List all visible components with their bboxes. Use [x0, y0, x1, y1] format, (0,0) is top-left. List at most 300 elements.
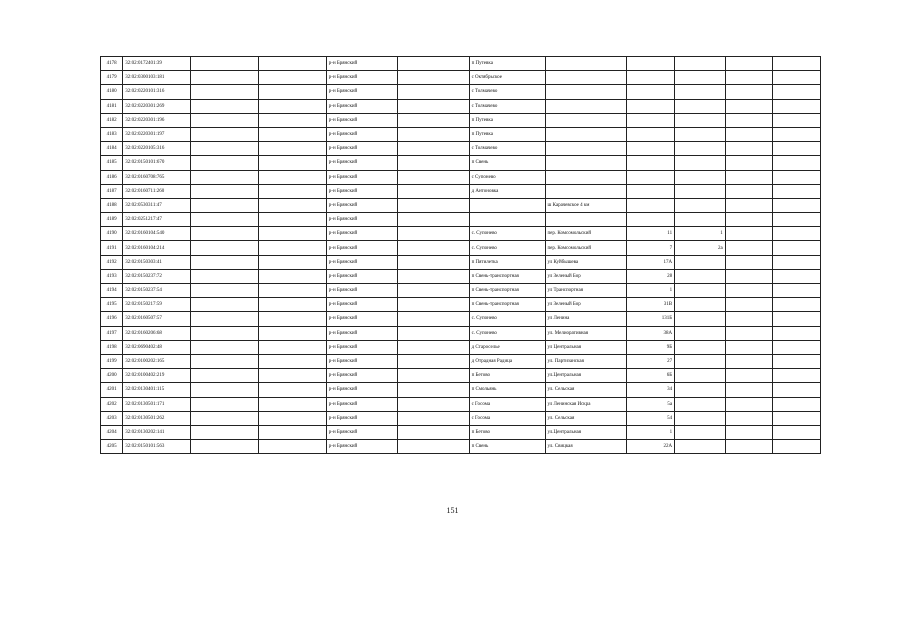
col-4-cell — [258, 57, 326, 71]
col-12-cell — [773, 397, 821, 411]
row-number-cell: 4200 — [101, 369, 123, 383]
col-6-cell — [397, 85, 469, 99]
street-cell: пер. Комсомольский — [545, 227, 626, 241]
district-cell: р-н Брянский — [326, 425, 397, 439]
cadastral-number-cell: 32:02:0220101:316 — [123, 85, 191, 99]
settlement-cell: п Свень — [469, 440, 545, 454]
col-12-cell — [773, 298, 821, 312]
row-number-cell: 4178 — [101, 57, 123, 71]
settlement-cell: д Староселье — [469, 340, 545, 354]
cadastral-number-cell: 32:02:0160708:765 — [123, 170, 191, 184]
district-cell: р-н Брянский — [326, 354, 397, 368]
apartment-cell — [675, 255, 726, 269]
col-12-cell — [773, 85, 821, 99]
street-cell: ул Ленинская Искра — [545, 397, 626, 411]
col-12-cell — [773, 255, 821, 269]
col-3-cell — [191, 184, 259, 198]
settlement-cell: д Отрадная Радица — [469, 354, 545, 368]
table-row — [101, 397, 821, 411]
cadastral-number-cell: 32:02:0690402:48 — [123, 340, 191, 354]
col-3-cell — [191, 312, 259, 326]
col-6-cell — [397, 227, 469, 241]
col-11-cell — [725, 354, 773, 368]
col-11-cell — [725, 340, 773, 354]
col-11-cell — [725, 170, 773, 184]
col-4-cell — [258, 198, 326, 212]
col-3-cell — [191, 284, 259, 298]
col-12-cell — [773, 326, 821, 340]
col-12-cell — [773, 241, 821, 255]
settlement-cell: с. Супонево — [469, 312, 545, 326]
col-4-cell — [258, 85, 326, 99]
street-cell: ул.Центральная — [545, 369, 626, 383]
col-11-cell — [725, 71, 773, 85]
col-3-cell — [191, 170, 259, 184]
col-3-cell — [191, 269, 259, 283]
apartment-cell — [675, 269, 726, 283]
settlement-cell: п Свень-транспортная — [469, 298, 545, 312]
col-6-cell — [397, 127, 469, 141]
settlement-cell: п Свень — [469, 156, 545, 170]
apartment-cell — [675, 127, 726, 141]
house-number-cell — [626, 198, 675, 212]
col-12-cell — [773, 170, 821, 184]
street-cell: ул Зеленый Бор — [545, 269, 626, 283]
settlement-cell — [469, 198, 545, 212]
district-cell: р-н Брянский — [326, 241, 397, 255]
row-number-cell: 4187 — [101, 184, 123, 198]
house-number-cell — [626, 57, 675, 71]
col-6-cell — [397, 284, 469, 298]
cadastral-number-cell: 32:02:0130501:171 — [123, 397, 191, 411]
cadastral-number-cell: 32:02:0130202:141 — [123, 425, 191, 439]
house-number-cell — [626, 99, 675, 113]
col-4-cell — [258, 113, 326, 127]
col-11-cell — [725, 383, 773, 397]
col-11-cell — [725, 397, 773, 411]
col-3-cell — [191, 85, 259, 99]
col-4-cell — [258, 369, 326, 383]
cadastral-number-cell: 32:02:0150101:563 — [123, 440, 191, 454]
row-number-cell: 4184 — [101, 142, 123, 156]
col-11-cell — [725, 213, 773, 227]
street-cell: ул. Сельская — [545, 411, 626, 425]
col-4-cell — [258, 227, 326, 241]
col-11-cell — [725, 198, 773, 212]
row-number-cell: 4202 — [101, 397, 123, 411]
district-cell: р-н Брянский — [326, 411, 397, 425]
col-4-cell — [258, 312, 326, 326]
apartment-cell — [675, 354, 726, 368]
row-number-cell: 4199 — [101, 354, 123, 368]
cadastral-number-cell: 32:02:0160507:57 — [123, 312, 191, 326]
table-row — [101, 383, 821, 397]
col-6-cell — [397, 340, 469, 354]
district-cell: р-н Брянский — [326, 113, 397, 127]
col-3-cell — [191, 255, 259, 269]
col-6-cell — [397, 255, 469, 269]
district-cell: р-н Брянский — [326, 440, 397, 454]
settlement-cell — [469, 213, 545, 227]
settlement-cell: с. Супонево — [469, 326, 545, 340]
district-cell: р-н Брянский — [326, 326, 397, 340]
col-4-cell — [258, 269, 326, 283]
col-11-cell — [725, 113, 773, 127]
apartment-cell — [675, 156, 726, 170]
col-11-cell — [725, 184, 773, 198]
table-row — [101, 184, 821, 198]
house-number-cell: 22А — [626, 440, 675, 454]
table-row — [101, 85, 821, 99]
col-6-cell — [397, 312, 469, 326]
table-row — [101, 198, 821, 212]
district-cell: р-н Брянский — [326, 213, 397, 227]
apartment-cell — [675, 326, 726, 340]
table-row — [101, 156, 821, 170]
col-3-cell — [191, 113, 259, 127]
apartment-cell — [675, 383, 726, 397]
property-register-table — [100, 56, 821, 454]
table-row — [101, 440, 821, 454]
col-12-cell — [773, 156, 821, 170]
house-number-cell: 1 — [626, 425, 675, 439]
col-4-cell — [258, 241, 326, 255]
house-number-cell: 38А — [626, 326, 675, 340]
col-11-cell — [725, 227, 773, 241]
cadastral-number-cell: 32:02:0160206:68 — [123, 326, 191, 340]
col-6-cell — [397, 397, 469, 411]
col-11-cell — [725, 255, 773, 269]
col-12-cell — [773, 269, 821, 283]
col-12-cell — [773, 312, 821, 326]
col-3-cell — [191, 298, 259, 312]
table-row — [101, 255, 821, 269]
row-number-cell: 4193 — [101, 269, 123, 283]
cadastral-number-cell: 32:02:0150237:72 — [123, 269, 191, 283]
cadastral-number-cell: 32:02:0130401:115 — [123, 383, 191, 397]
cadastral-number-cell: 32:02:0220301:269 — [123, 99, 191, 113]
district-cell: р-н Брянский — [326, 170, 397, 184]
table-row — [101, 269, 821, 283]
col-6-cell — [397, 198, 469, 212]
district-cell: р-н Брянский — [326, 312, 397, 326]
col-6-cell — [397, 170, 469, 184]
house-number-cell — [626, 142, 675, 156]
col-4-cell — [258, 255, 326, 269]
col-6-cell — [397, 354, 469, 368]
row-number-cell: 4181 — [101, 99, 123, 113]
row-number-cell: 4183 — [101, 127, 123, 141]
table-body — [101, 57, 821, 454]
district-cell: р-н Брянский — [326, 383, 397, 397]
col-11-cell — [725, 127, 773, 141]
col-4-cell — [258, 284, 326, 298]
settlement-cell: п Пятилетка — [469, 255, 545, 269]
settlement-cell: с Толмачево — [469, 85, 545, 99]
col-6-cell — [397, 383, 469, 397]
settlement-cell: с Толмачево — [469, 142, 545, 156]
col-11-cell — [725, 298, 773, 312]
cadastral-number-cell: 32:02:0100202:165 — [123, 354, 191, 368]
apartment-cell: 2а — [675, 241, 726, 255]
col-3-cell — [191, 241, 259, 255]
house-number-cell: 6Б — [626, 369, 675, 383]
table-row — [101, 241, 821, 255]
col-4-cell — [258, 170, 326, 184]
house-number-cell: 17А — [626, 255, 675, 269]
col-12-cell — [773, 213, 821, 227]
cadastral-number-cell: 32:02:0150101:670 — [123, 156, 191, 170]
cadastral-number-cell: 32:02:0150303:41 — [123, 255, 191, 269]
house-number-cell — [626, 71, 675, 85]
street-cell — [545, 113, 626, 127]
settlement-cell: с Госома — [469, 411, 545, 425]
street-cell — [545, 170, 626, 184]
row-number-cell: 4205 — [101, 440, 123, 454]
col-12-cell — [773, 142, 821, 156]
col-3-cell — [191, 397, 259, 411]
apartment-cell — [675, 57, 726, 71]
row-number-cell: 4194 — [101, 284, 123, 298]
col-12-cell — [773, 411, 821, 425]
house-number-cell: 1 — [626, 284, 675, 298]
cadastral-number-cell: 32:02:0530311:47 — [123, 198, 191, 212]
apartment-cell — [675, 142, 726, 156]
settlement-cell: д Антоновка — [469, 184, 545, 198]
col-12-cell — [773, 99, 821, 113]
col-6-cell — [397, 425, 469, 439]
apartment-cell — [675, 298, 726, 312]
settlement-cell: п Путевка — [469, 127, 545, 141]
col-4-cell — [258, 383, 326, 397]
col-4-cell — [258, 411, 326, 425]
col-11-cell — [725, 425, 773, 439]
col-4-cell — [258, 213, 326, 227]
col-4-cell — [258, 142, 326, 156]
table-row — [101, 411, 821, 425]
settlement-cell: с Октябрьское — [469, 71, 545, 85]
district-cell: р-н Брянский — [326, 298, 397, 312]
settlement-cell: с Толмачево — [469, 99, 545, 113]
house-number-cell: 54 — [626, 411, 675, 425]
row-number-cell: 4197 — [101, 326, 123, 340]
apartment-cell — [675, 397, 726, 411]
col-3-cell — [191, 227, 259, 241]
house-number-cell: 34 — [626, 383, 675, 397]
house-number-cell — [626, 156, 675, 170]
table-row — [101, 298, 821, 312]
table-row — [101, 99, 821, 113]
street-cell: ул. Свицкая — [545, 440, 626, 454]
cadastral-number-cell: 32:02:0172401:39 — [123, 57, 191, 71]
table-row — [101, 57, 821, 71]
col-12-cell — [773, 354, 821, 368]
settlement-cell: с. Супонево — [469, 241, 545, 255]
street-cell: ул. Мелиоративная — [545, 326, 626, 340]
col-11-cell — [725, 440, 773, 454]
apartment-cell — [675, 213, 726, 227]
cadastral-number-cell: 32:02:0160711:260 — [123, 184, 191, 198]
col-3-cell — [191, 425, 259, 439]
house-number-cell — [626, 213, 675, 227]
cadastral-number-cell: 32:02:0160104:214 — [123, 241, 191, 255]
settlement-cell: п Свень-транспортная — [469, 269, 545, 283]
settlement-cell: с Госома — [469, 397, 545, 411]
house-number-cell: 31В — [626, 298, 675, 312]
row-number-cell: 4182 — [101, 113, 123, 127]
col-12-cell — [773, 383, 821, 397]
col-12-cell — [773, 198, 821, 212]
street-cell: ул Зеленый Бор — [545, 298, 626, 312]
street-cell — [545, 156, 626, 170]
table-row — [101, 284, 821, 298]
house-number-cell — [626, 85, 675, 99]
col-6-cell — [397, 411, 469, 425]
col-6-cell — [397, 57, 469, 71]
col-3-cell — [191, 440, 259, 454]
apartment-cell — [675, 369, 726, 383]
row-number-cell: 4192 — [101, 255, 123, 269]
street-cell: ул Транспортная — [545, 284, 626, 298]
apartment-cell — [675, 440, 726, 454]
table-row — [101, 142, 821, 156]
street-cell: ш Карачевское 4 км — [545, 198, 626, 212]
col-3-cell — [191, 369, 259, 383]
settlement-cell: с Супонево — [469, 170, 545, 184]
district-cell: р-н Брянский — [326, 85, 397, 99]
apartment-cell — [675, 99, 726, 113]
apartment-cell — [675, 340, 726, 354]
cadastral-number-cell: 32:02:0220301:197 — [123, 127, 191, 141]
col-3-cell — [191, 127, 259, 141]
settlement-cell: п Путевка — [469, 113, 545, 127]
col-11-cell — [725, 284, 773, 298]
row-number-cell: 4204 — [101, 425, 123, 439]
col-6-cell — [397, 142, 469, 156]
col-3-cell — [191, 411, 259, 425]
table-row — [101, 127, 821, 141]
cadastral-number-cell: 32:02:0160104:540 — [123, 227, 191, 241]
col-3-cell — [191, 326, 259, 340]
cadastral-number-cell: 32:02:0220301:196 — [123, 113, 191, 127]
row-number-cell: 4195 — [101, 298, 123, 312]
street-cell: ул Куйбышева — [545, 255, 626, 269]
row-number-cell: 4198 — [101, 340, 123, 354]
street-cell: пер. Комсомольский — [545, 241, 626, 255]
table-row — [101, 425, 821, 439]
col-6-cell — [397, 269, 469, 283]
table-row — [101, 71, 821, 85]
apartment-cell — [675, 71, 726, 85]
col-11-cell — [725, 312, 773, 326]
row-number-cell: 4186 — [101, 170, 123, 184]
apartment-cell — [675, 425, 726, 439]
row-number-cell: 4188 — [101, 198, 123, 212]
district-cell: р-н Брянский — [326, 156, 397, 170]
apartment-cell — [675, 85, 726, 99]
house-number-cell: 7 — [626, 241, 675, 255]
street-cell: ул.Центральная — [545, 425, 626, 439]
table-row — [101, 113, 821, 127]
apartment-cell — [675, 113, 726, 127]
col-3-cell — [191, 354, 259, 368]
settlement-cell: п Бетово — [469, 425, 545, 439]
col-3-cell — [191, 198, 259, 212]
col-4-cell — [258, 127, 326, 141]
col-4-cell — [258, 71, 326, 85]
row-number-cell: 4201 — [101, 383, 123, 397]
col-6-cell — [397, 99, 469, 113]
street-cell — [545, 213, 626, 227]
district-cell: р-н Брянский — [326, 127, 397, 141]
district-cell: р-н Брянский — [326, 198, 397, 212]
district-cell: р-н Брянский — [326, 269, 397, 283]
col-11-cell — [725, 326, 773, 340]
col-6-cell — [397, 113, 469, 127]
street-cell: ул. Сельская — [545, 383, 626, 397]
apartment-cell — [675, 284, 726, 298]
col-12-cell — [773, 184, 821, 198]
col-4-cell — [258, 397, 326, 411]
col-6-cell — [397, 184, 469, 198]
district-cell: р-н Брянский — [326, 227, 397, 241]
table-row — [101, 213, 821, 227]
col-3-cell — [191, 57, 259, 71]
house-number-cell: 27 — [626, 354, 675, 368]
district-cell: р-н Брянский — [326, 284, 397, 298]
col-4-cell — [258, 99, 326, 113]
cadastral-number-cell: 32:02:0100402:219 — [123, 369, 191, 383]
apartment-cell — [675, 198, 726, 212]
col-6-cell — [397, 241, 469, 255]
table-row — [101, 326, 821, 340]
street-cell: ул Ленина — [545, 312, 626, 326]
table-row — [101, 340, 821, 354]
cadastral-number-cell: 32:02:0251217:47 — [123, 213, 191, 227]
row-number-cell: 4196 — [101, 312, 123, 326]
col-6-cell — [397, 71, 469, 85]
street-cell — [545, 99, 626, 113]
apartment-cell: 1 — [675, 227, 726, 241]
street-cell: ул. Партизанская — [545, 354, 626, 368]
house-number-cell: 5а — [626, 397, 675, 411]
district-cell: р-н Брянский — [326, 99, 397, 113]
house-number-cell — [626, 127, 675, 141]
col-12-cell — [773, 340, 821, 354]
settlement-cell: п Смольянь — [469, 383, 545, 397]
col-12-cell — [773, 127, 821, 141]
col-6-cell — [397, 213, 469, 227]
col-3-cell — [191, 156, 259, 170]
col-3-cell — [191, 383, 259, 397]
apartment-cell — [675, 312, 726, 326]
district-cell: р-н Брянский — [326, 369, 397, 383]
district-cell: р-н Брянский — [326, 71, 397, 85]
col-12-cell — [773, 425, 821, 439]
col-4-cell — [258, 326, 326, 340]
col-6-cell — [397, 156, 469, 170]
col-6-cell — [397, 369, 469, 383]
cadastral-number-cell: 32:02:0220105:316 — [123, 142, 191, 156]
row-number-cell: 4189 — [101, 213, 123, 227]
district-cell: р-н Брянский — [326, 142, 397, 156]
district-cell: р-н Брянский — [326, 184, 397, 198]
house-number-cell — [626, 113, 675, 127]
settlement-cell: п Свень-транспортная — [469, 284, 545, 298]
col-4-cell — [258, 298, 326, 312]
col-12-cell — [773, 369, 821, 383]
settlement-cell: п Путевка — [469, 57, 545, 71]
